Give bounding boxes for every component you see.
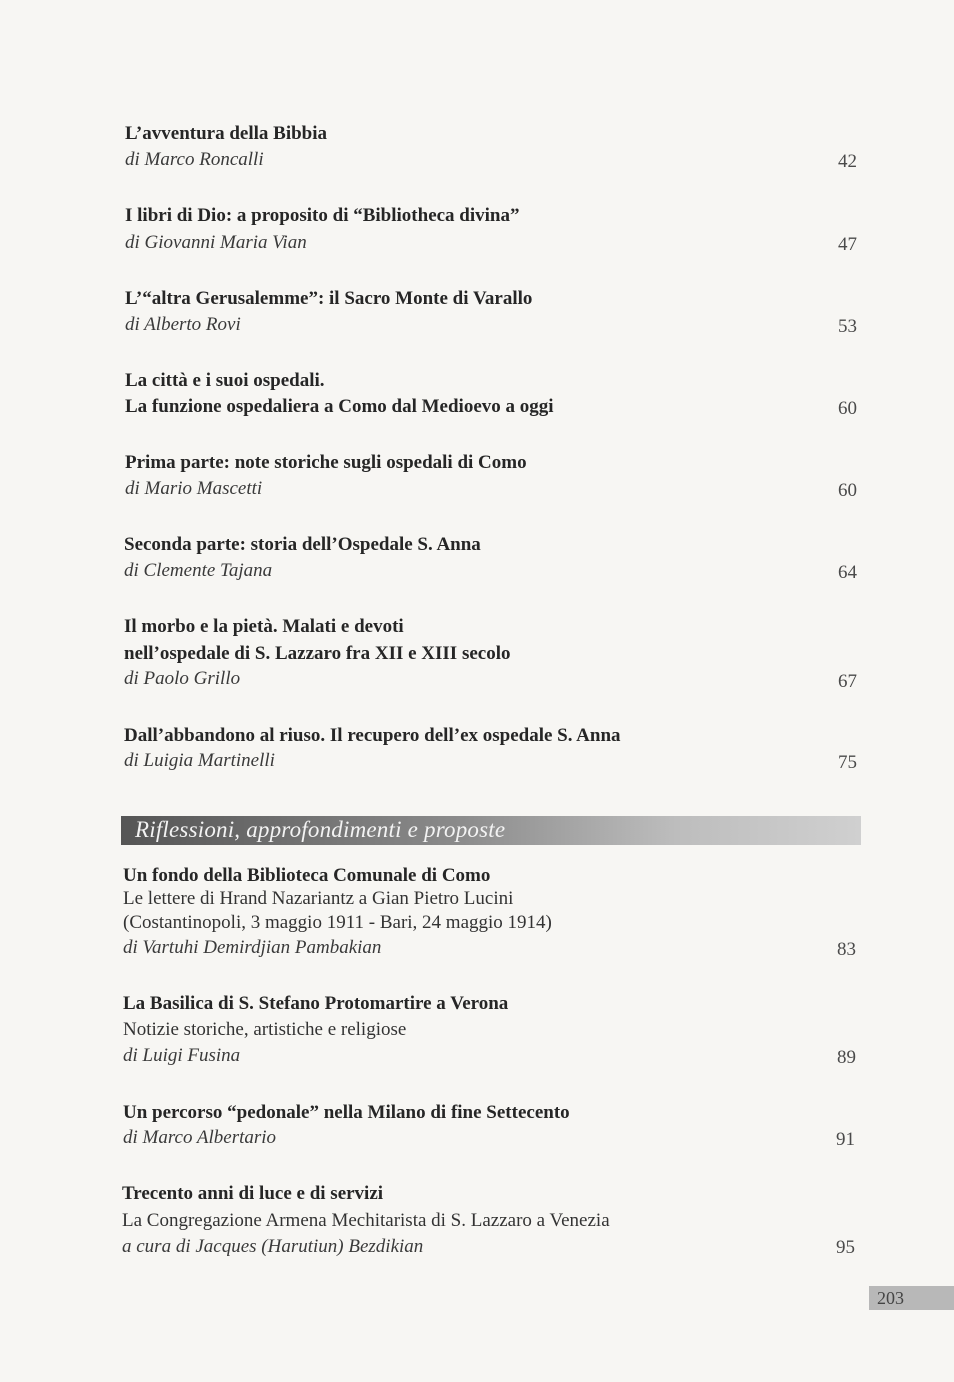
entry-subtitle: Notizie storiche, artistiche e religiose xyxy=(123,1019,407,1040)
entry-title: La Basilica di S. Stefano Protomartire a Verona xyxy=(123,993,509,1014)
entry-title: La città e i suoi ospedali. xyxy=(125,370,325,391)
section-heading-banner xyxy=(121,816,861,845)
entry-author: di Marco Roncalli xyxy=(125,149,264,170)
entry-title: Un percorso “pedonale” nella Milano di fine Settecento xyxy=(123,1102,570,1123)
entry-title: I libri di Dio: a proposito di “Bibliotheca divina” xyxy=(125,205,520,226)
entry-author: di Paolo Grillo xyxy=(124,668,241,689)
page-number: 64 xyxy=(838,562,857,583)
page-number: 42 xyxy=(838,151,857,172)
entry-title: L’avventura della Bibbia xyxy=(125,123,328,144)
entry-title: L’“altra Gerusalemme”: il Sacro Monte di Varallo xyxy=(125,288,533,309)
entry-author: a cura di Jacques (Harutiun) Bezdikian xyxy=(122,1236,424,1257)
entry-title: Dall’abbandono al riuso. Il recupero dell’ex ospedale S. Anna xyxy=(124,725,621,746)
entry-title-line-2: La funzione ospedaliera a Como dal Medioevo a oggi xyxy=(125,396,554,417)
entry-title: Un fondo della Biblioteca Comunale di Como xyxy=(123,865,491,886)
entry-author: di Luigi Fusina xyxy=(123,1045,241,1066)
entry-author: di Vartuhi Demirdjian Pambakian xyxy=(123,937,382,958)
entry-author: di Marco Albertario xyxy=(123,1127,277,1148)
folio-tab xyxy=(869,1286,954,1310)
page-number: 89 xyxy=(837,1047,856,1068)
page-number: 75 xyxy=(838,752,857,773)
entry-subtitle: La Congregazione Armena Mechitarista di S. Lazzaro a Venezia xyxy=(122,1210,610,1231)
page-number: 95 xyxy=(836,1237,855,1258)
page-number: 67 xyxy=(838,671,857,692)
section-heading: Riflessioni, approfondimenti e proposte xyxy=(135,817,506,842)
entry-title-line-2: nell’ospedale di S. Lazzaro fra XII e XIII secolo xyxy=(124,643,511,664)
page-number: 47 xyxy=(838,234,857,255)
entry-subtitle-line-2: (Costantinopoli, 3 maggio 1911 - Bari, 24 maggio 1914) xyxy=(123,912,552,933)
page-number: 83 xyxy=(837,939,856,960)
entry-subtitle: Le lettere di Hrand Nazariantz a Gian Pietro Lucini xyxy=(123,888,514,909)
entry-title: Il morbo e la pietà. Malati e devoti xyxy=(124,616,404,637)
entry-title: Seconda parte: storia dell’Ospedale S. Anna xyxy=(124,534,481,555)
entry-author: di Giovanni Maria Vian xyxy=(125,232,307,253)
page-number: 91 xyxy=(836,1129,855,1150)
folio-number: 203 xyxy=(877,1288,904,1308)
page-number: 60 xyxy=(838,398,857,419)
entry-title: Prima parte: note storiche sugli ospedali di Como xyxy=(125,452,527,473)
entry-author: di Luigia Martinelli xyxy=(124,750,275,771)
entry-author: di Alberto Rovi xyxy=(125,314,241,335)
entry-title: Trecento anni di luce e di servizi xyxy=(122,1183,384,1204)
entry-author: di Clemente Tajana xyxy=(124,560,273,581)
page-number: 60 xyxy=(838,480,857,501)
page-number: 53 xyxy=(838,316,857,337)
entry-author: di Mario Mascetti xyxy=(125,478,263,499)
